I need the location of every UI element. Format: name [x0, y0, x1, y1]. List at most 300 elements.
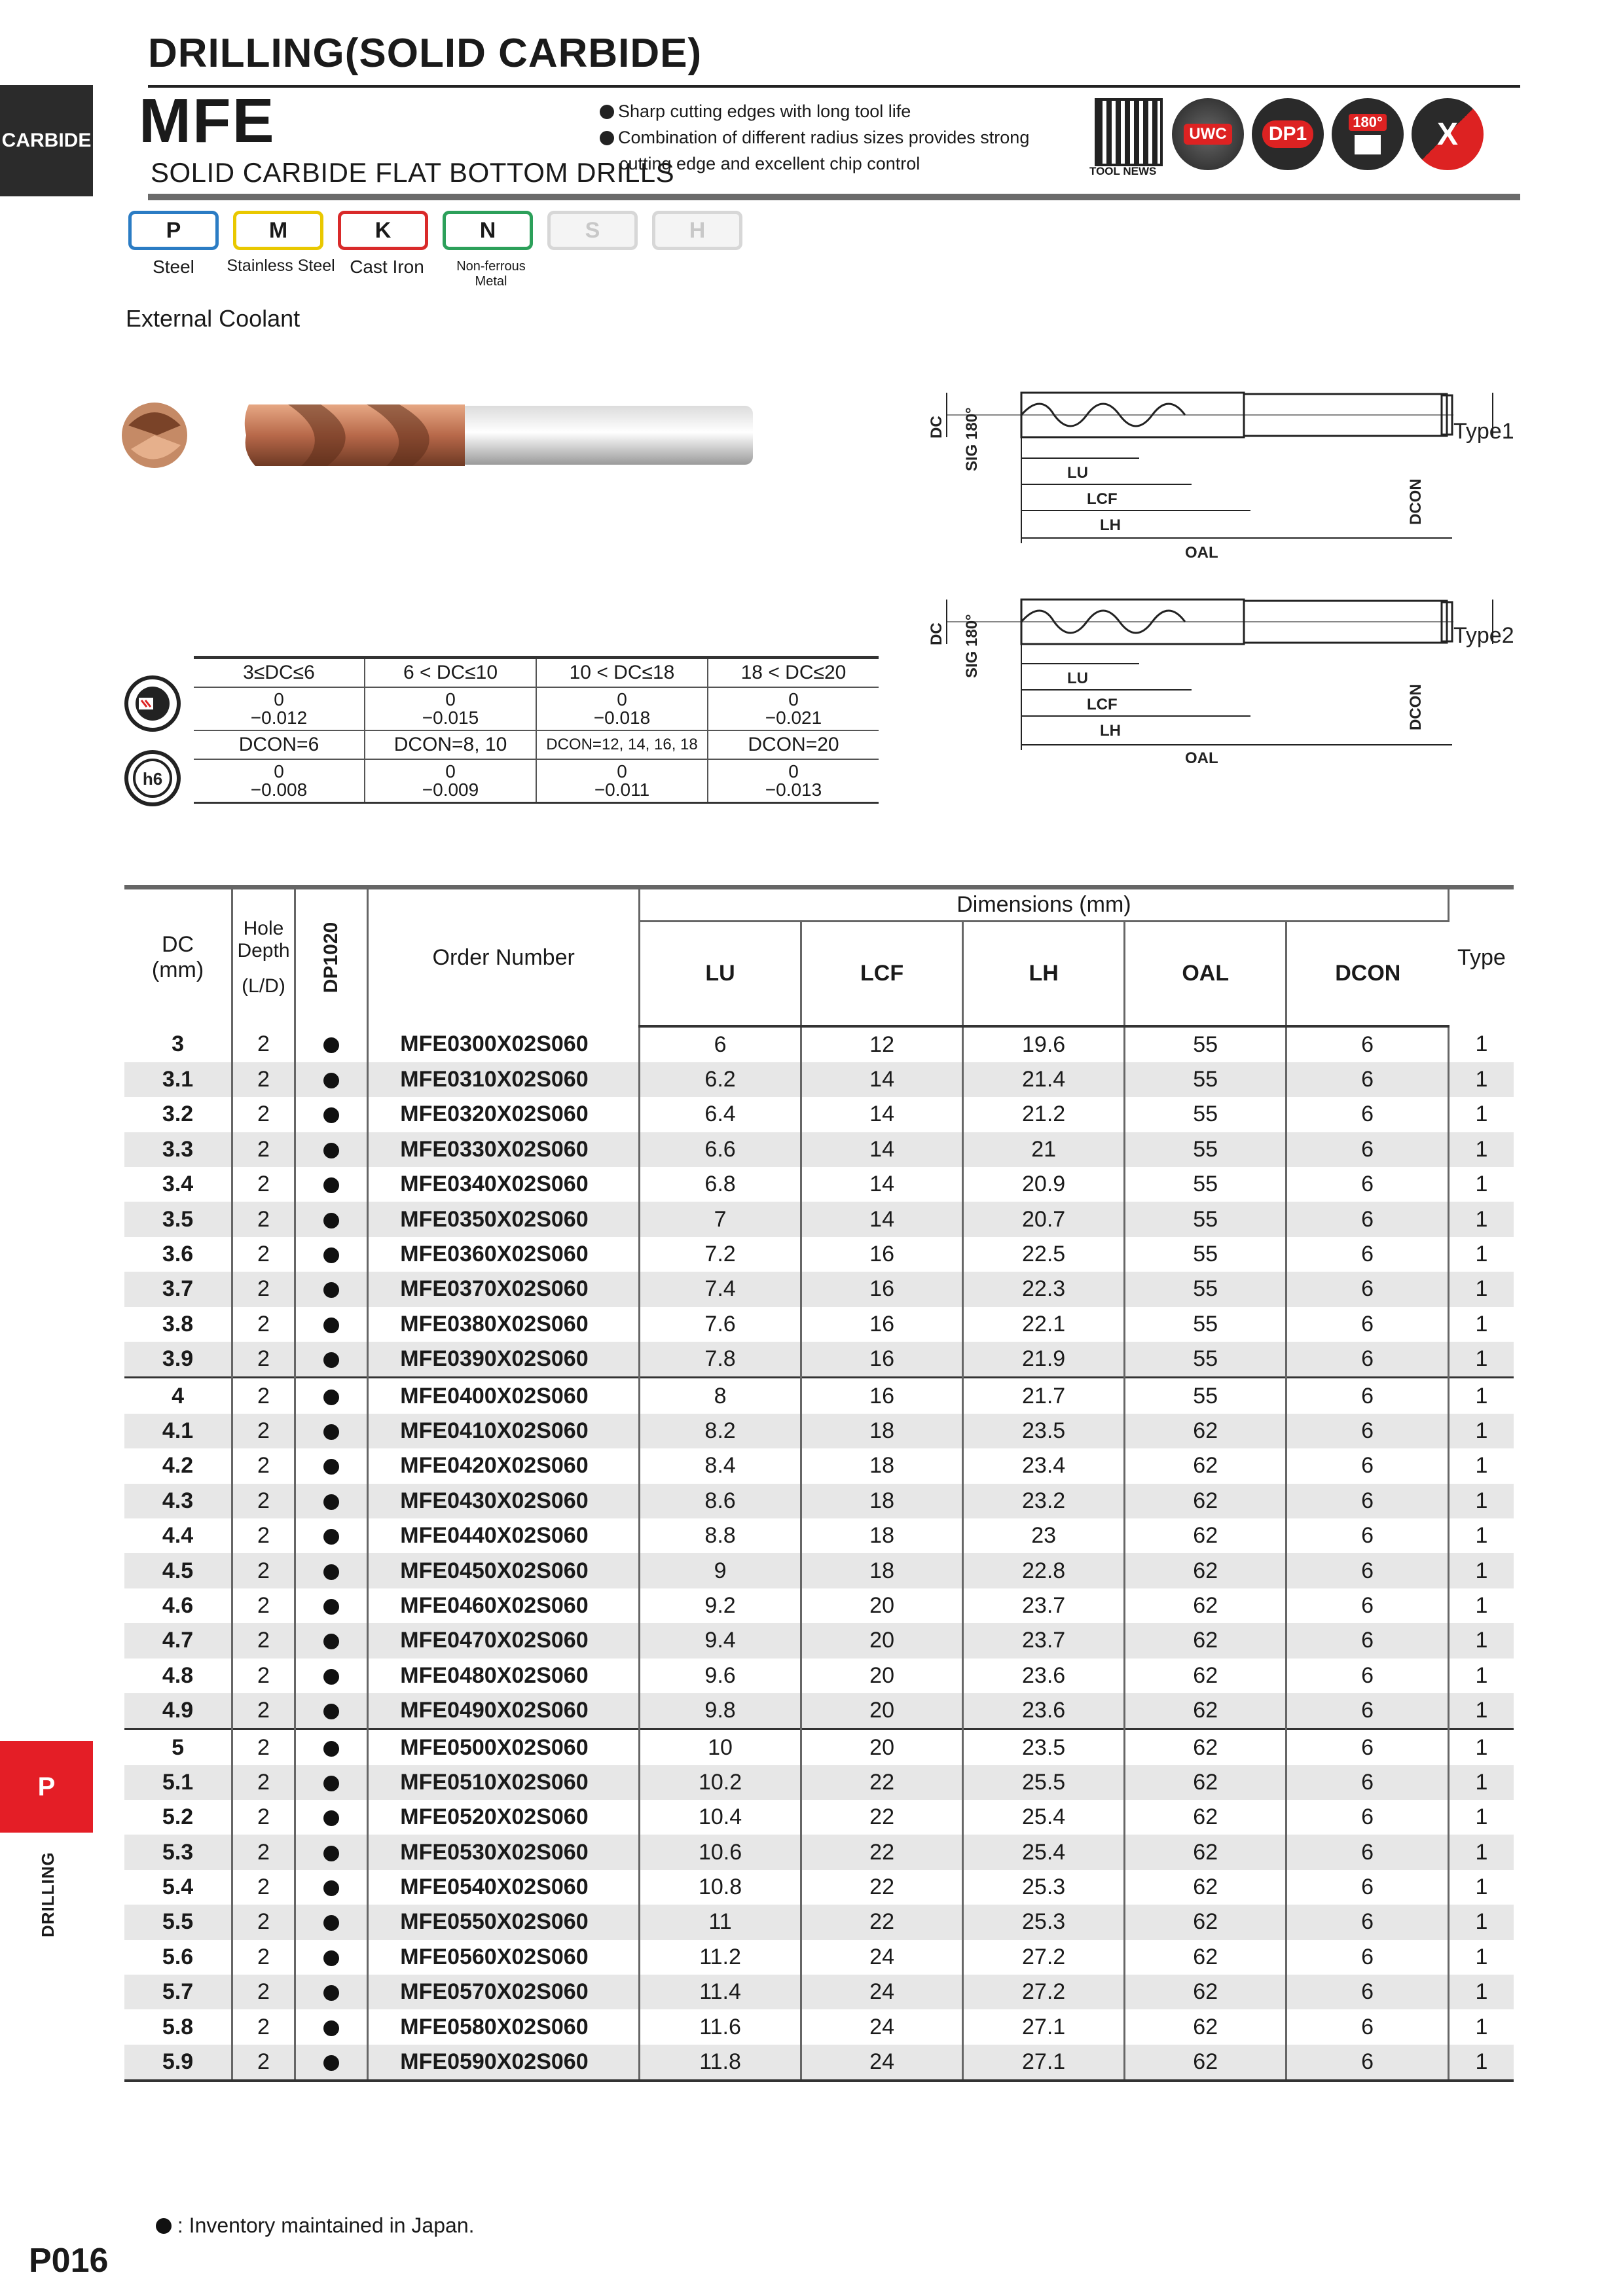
- cell-dcon: 6: [1286, 1378, 1449, 1414]
- cell-dcon: 6: [1286, 1835, 1449, 1869]
- cell-dc: 4.2: [124, 1448, 232, 1483]
- cell-type: 1: [1475, 1311, 1488, 1336]
- cell-dc: 5.8: [124, 2009, 232, 2044]
- cell-oal: 62: [1125, 1765, 1286, 1800]
- col-header-type: Type: [1448, 888, 1514, 1026]
- cell-dc: 4.3: [124, 1484, 232, 1518]
- in-stock-dot-icon: [323, 1107, 339, 1123]
- cell-lu: 8.4: [640, 1448, 801, 1483]
- cell-oal: 62: [1125, 1729, 1286, 1765]
- cell-dc: 5.4: [124, 1870, 232, 1905]
- cell-ld: 2: [232, 1729, 295, 1765]
- dc-range-cell: 10 < DC≤18: [536, 658, 708, 688]
- cell-order: MFE0400X02S060: [368, 1378, 640, 1414]
- cell-lh: 27.1: [963, 2009, 1125, 2044]
- dim-lh-label: LH: [1100, 516, 1121, 534]
- cell-oal: 62: [1125, 1693, 1286, 1729]
- cell-lu: 8.8: [640, 1518, 801, 1553]
- cell-lh: 23.6: [963, 1659, 1125, 1693]
- stock-cell: [295, 1518, 367, 1553]
- cell-ld: 2: [232, 1237, 295, 1272]
- cell-type: 1: [1448, 1905, 1514, 1939]
- cell-oal: 62: [1125, 1623, 1286, 1658]
- stock-cell: [295, 1940, 367, 1975]
- cell-type: 1: [1475, 1592, 1488, 1618]
- table-row: [124, 1237, 1514, 1272]
- cell-dcon: 6: [1286, 1659, 1449, 1693]
- cell-lcf: 20: [801, 1588, 963, 1623]
- table-row: [124, 1307, 1514, 1342]
- side-tab-p: P: [0, 1741, 93, 1833]
- cell-lu: 8: [640, 1378, 801, 1414]
- point-angle-180-icon: 180°: [1332, 98, 1404, 170]
- cell-type: 1: [1475, 1102, 1488, 1127]
- cell-dc: 4.7: [124, 1623, 232, 1658]
- cell-lcf: 16: [801, 1307, 963, 1342]
- cell-lu: 9.8: [640, 1693, 801, 1729]
- cell-oal: 55: [1125, 1026, 1286, 1062]
- in-stock-dot-icon: [323, 2055, 339, 2071]
- table-row: [124, 1062, 1514, 1097]
- table-row: [124, 1975, 1514, 2009]
- in-stock-dot-icon: [323, 1880, 339, 1896]
- cell-lcf: 22: [801, 1765, 963, 1800]
- cell-order: MFE0460X02S060: [368, 1588, 640, 1623]
- cell-dc: 5.3: [124, 1835, 232, 1869]
- cell-lu: 10.8: [640, 1870, 801, 1905]
- type2-drawing: [928, 600, 1493, 767]
- cell-type: 1: [1448, 1202, 1514, 1236]
- cell-dc: 3.9: [124, 1342, 232, 1378]
- table-row: [124, 1378, 1514, 1414]
- tolerance-cell: 0 −0.012: [194, 687, 365, 730]
- in-stock-dot-icon: [323, 1073, 339, 1088]
- cell-lu: 11.2: [640, 1940, 801, 1975]
- in-stock-dot-icon: [323, 1776, 339, 1791]
- cross-coolant-icon: X: [1412, 98, 1484, 170]
- cell-lh: 23: [963, 1518, 1125, 1553]
- dim-dcon-label: DCON: [1407, 478, 1425, 525]
- cell-dcon: 6: [1286, 1518, 1449, 1553]
- cell-dcon: 6: [1286, 1062, 1449, 1097]
- stock-cell: [295, 1553, 367, 1588]
- cell-order: MFE0430X02S060: [368, 1484, 640, 1518]
- cell-dcon: 6: [1286, 1623, 1449, 1658]
- dc-range-header-row: [194, 658, 879, 688]
- cell-lcf: 14: [801, 1097, 963, 1132]
- feature-list: [600, 98, 1029, 177]
- cell-lcf: 18: [801, 1414, 963, 1448]
- stock-cell: [295, 1167, 367, 1202]
- cell-ld: 2: [232, 1202, 295, 1236]
- title-rule: [148, 85, 1520, 88]
- cell-order: MFE0450X02S060: [368, 1553, 640, 1588]
- cell-dc: 3: [124, 1026, 232, 1062]
- cell-order: MFE0390X02S060: [368, 1342, 640, 1378]
- tolerance-cell: 0 −0.011: [536, 759, 708, 803]
- tolerance-cell: 0 −0.018: [536, 687, 708, 730]
- in-stock-dot-icon: [323, 1247, 339, 1263]
- cell-dcon: 6: [1286, 1588, 1449, 1623]
- cell-oal: 55: [1125, 1097, 1286, 1132]
- cell-dcon: 6: [1286, 1729, 1449, 1765]
- in-stock-dot-icon: [323, 1143, 339, 1158]
- cell-lh: 27.1: [963, 2045, 1125, 2081]
- in-stock-dot-icon: [323, 1037, 339, 1053]
- cell-dcon: 6: [1286, 1940, 1449, 1975]
- cell-lcf: 12: [801, 1026, 963, 1062]
- cell-order: MFE0570X02S060: [368, 1975, 640, 2009]
- cell-lu: 9: [640, 1553, 801, 1588]
- stock-cell: [295, 1588, 367, 1623]
- material-label-stainless: Stainless Steel: [227, 257, 335, 275]
- cell-type: 1: [1448, 1975, 1514, 2009]
- footnote: : Inventory maintained in Japan.: [156, 2214, 475, 2238]
- cell-lh: 21.2: [963, 1097, 1125, 1132]
- table-row: [124, 1167, 1514, 1202]
- stock-cell: [295, 1484, 367, 1518]
- tolerance-cell: 0 −0.008: [194, 759, 365, 803]
- cell-lcf: 22: [801, 1800, 963, 1835]
- cell-dc: 3.5: [124, 1202, 232, 1236]
- table-row: [124, 2045, 1514, 2081]
- cell-lh: 27.2: [963, 1975, 1125, 2009]
- cell-dcon: 6: [1286, 1693, 1449, 1729]
- dim-lcf-label: LCF: [1087, 696, 1118, 713]
- cell-ld: 2: [232, 1026, 295, 1062]
- cell-dc: 3.7: [124, 1272, 232, 1306]
- table-row: [124, 1342, 1514, 1378]
- cell-oal: 55: [1125, 1342, 1286, 1378]
- cell-dcon: 6: [1286, 1307, 1449, 1342]
- cell-ld: 2: [232, 1518, 295, 1553]
- cell-ld: 2: [232, 1167, 295, 1202]
- cell-type: 1: [1448, 1693, 1514, 1729]
- dim-sig-label: SIG 180°: [963, 614, 981, 678]
- cell-lh: 20.9: [963, 1167, 1125, 1202]
- cell-dcon: 6: [1286, 2045, 1449, 2081]
- stock-cell: [295, 1659, 367, 1693]
- cell-lh: 23.7: [963, 1623, 1125, 1658]
- cell-dcon: 6: [1286, 1342, 1449, 1378]
- cell-lh: 22.5: [963, 1237, 1125, 1272]
- cell-oal: 62: [1125, 1518, 1286, 1553]
- table-row: [124, 1202, 1514, 1236]
- cell-order: MFE0490X02S060: [368, 1693, 640, 1729]
- col-header-hole-depth: Hole Depth (L/D): [232, 888, 295, 1026]
- cell-ld: 2: [232, 1800, 295, 1835]
- col-header-lu: LU: [640, 922, 801, 1026]
- cell-lu: 6.8: [640, 1167, 801, 1202]
- dc-range-cell: 6 < DC≤10: [365, 658, 536, 688]
- table-row: [124, 1800, 1514, 1835]
- cell-order: MFE0500X02S060: [368, 1729, 640, 1765]
- cell-lh: 23.7: [963, 1588, 1125, 1623]
- cell-lcf: 14: [801, 1062, 963, 1097]
- dim-sig-label: SIG 180°: [963, 407, 981, 471]
- feature-item: Combination of different radius sizes provides strong: [600, 124, 1029, 151]
- table-row: [124, 1272, 1514, 1306]
- cell-lh: 22.1: [963, 1307, 1125, 1342]
- svg-text:h6: h6: [142, 769, 163, 789]
- cell-ld: 2: [232, 1835, 295, 1869]
- cell-lu: 6.2: [640, 1062, 801, 1097]
- cell-lh: 23.5: [963, 1729, 1125, 1765]
- cell-ld: 2: [232, 1659, 295, 1693]
- cell-type: 1: [1448, 1342, 1514, 1378]
- col-header-dimensions: Dimensions (mm): [640, 888, 1449, 922]
- in-stock-dot-icon: [323, 1704, 339, 1719]
- cell-lu: 6.6: [640, 1132, 801, 1167]
- table-row: [124, 1553, 1514, 1588]
- cell-ld: 2: [232, 1870, 295, 1905]
- dcon-cell: DCON=8, 10: [365, 730, 536, 759]
- cell-lu: 8.2: [640, 1414, 801, 1448]
- in-stock-dot-icon: [323, 1669, 339, 1685]
- cell-dc: 4.9: [124, 1693, 232, 1729]
- dim-dc-label: DC: [928, 622, 945, 645]
- dcon-cell: DCON=20: [708, 730, 879, 759]
- cell-lh: 21.7: [963, 1378, 1125, 1414]
- cell-lcf: 24: [801, 2009, 963, 2044]
- cell-type: 1: [1475, 1031, 1488, 1056]
- cell-lu: 7.4: [640, 1272, 801, 1306]
- uwc-logo-icon: UWC: [1172, 98, 1244, 170]
- cell-lu: 11.6: [640, 2009, 801, 2044]
- cell-dc: 4.6: [124, 1588, 232, 1623]
- drill-photo: [118, 386, 766, 484]
- cell-order: MFE0520X02S060: [368, 1800, 640, 1835]
- col-header-dcon: DCON: [1286, 922, 1449, 1026]
- cell-lcf: 20: [801, 1659, 963, 1693]
- cell-ld: 2: [232, 1307, 295, 1342]
- cell-lh: 22.3: [963, 1272, 1125, 1306]
- cell-lh: 25.3: [963, 1870, 1125, 1905]
- cell-type: 1: [1448, 2045, 1514, 2081]
- cell-dc: 4: [124, 1378, 232, 1414]
- cell-dc: 5.2: [124, 1800, 232, 1835]
- cell-lcf: 14: [801, 1132, 963, 1167]
- cell-ld: 2: [232, 1062, 295, 1097]
- cell-dc: 5.6: [124, 1940, 232, 1975]
- cell-type: 1: [1448, 1132, 1514, 1167]
- material-label-steel: Steel: [153, 257, 194, 277]
- in-stock-dot-icon: [323, 1424, 339, 1440]
- cell-type: 1: [1448, 1484, 1514, 1518]
- cell-dcon: 6: [1286, 1765, 1449, 1800]
- stock-cell: [295, 1132, 367, 1167]
- cell-oal: 62: [1125, 2045, 1286, 2081]
- model-name: MFE: [139, 86, 276, 156]
- cell-oal: 55: [1125, 1167, 1286, 1202]
- cell-lcf: 22: [801, 1835, 963, 1869]
- cell-ld: 2: [232, 1414, 295, 1448]
- cell-dc: 5.5: [124, 1905, 232, 1939]
- stock-cell: [295, 1026, 367, 1062]
- in-stock-dot-icon: [323, 1634, 339, 1649]
- tolerance-cell: 0 −0.009: [365, 759, 536, 803]
- cell-order: MFE0510X02S060: [368, 1765, 640, 1800]
- page-number: P016: [29, 2242, 109, 2280]
- in-stock-dot-icon: [323, 1564, 339, 1580]
- cell-ld: 2: [232, 1693, 295, 1729]
- cell-type: 1: [1475, 1662, 1488, 1688]
- cell-oal: 55: [1125, 1202, 1286, 1236]
- cell-order: MFE0360X02S060: [368, 1237, 640, 1272]
- cell-oal: 55: [1125, 1237, 1286, 1272]
- in-stock-dot-icon: [323, 1213, 339, 1229]
- stock-cell: [295, 1378, 367, 1414]
- material-p-badge: P: [128, 211, 219, 250]
- in-stock-dot-icon: [323, 1985, 339, 2001]
- cell-ld: 2: [232, 1132, 295, 1167]
- cell-lh: 23.6: [963, 1693, 1125, 1729]
- cell-type: 1: [1448, 1272, 1514, 1306]
- cell-lh: 25.4: [963, 1835, 1125, 1869]
- cell-lu: 10.6: [640, 1835, 801, 1869]
- table-row: [124, 1026, 1514, 1062]
- table-row: [124, 1414, 1514, 1448]
- dim-oal-label: OAL: [1185, 749, 1218, 767]
- cell-dcon: 6: [1286, 1484, 1449, 1518]
- dc-range-cell: 18 < DC≤20: [708, 658, 879, 688]
- dcon-header-row: [194, 730, 879, 759]
- dcon-tolerance-row: [194, 759, 879, 803]
- col-header-order-number: Order Number: [368, 888, 640, 1026]
- cell-oal: 62: [1125, 1800, 1286, 1835]
- stock-cell: [295, 1307, 367, 1342]
- section-title: DRILLING(SOLID CARBIDE): [148, 31, 702, 76]
- dp1-logo-icon: DP1: [1252, 98, 1324, 170]
- stock-cell: [295, 1414, 367, 1448]
- cell-dc: 3.2: [124, 1097, 232, 1132]
- cell-lu: 10.2: [640, 1765, 801, 1800]
- dim-dc-label: DC: [928, 416, 945, 439]
- dim-dcon-label: DCON: [1407, 684, 1425, 730]
- cell-lu: 9.6: [640, 1659, 801, 1693]
- table-row: [124, 1484, 1514, 1518]
- cell-ld: 2: [232, 1484, 295, 1518]
- material-n-badge: N: [443, 211, 533, 250]
- bullet-icon: [600, 131, 614, 145]
- cell-order: MFE0550X02S060: [368, 1905, 640, 1939]
- cell-order: MFE0410X02S060: [368, 1414, 640, 1448]
- cell-dcon: 6: [1286, 1870, 1449, 1905]
- cell-ld: 2: [232, 1448, 295, 1483]
- cell-order: MFE0470X02S060: [368, 1623, 640, 1658]
- cell-oal: 62: [1125, 2009, 1286, 2044]
- cell-order: MFE0330X02S060: [368, 1132, 640, 1167]
- qr-code-icon[interactable]: [1095, 98, 1163, 166]
- cell-type: 1: [1448, 1623, 1514, 1658]
- material-h-badge: H: [652, 211, 742, 250]
- cell-order: MFE0380X02S060: [368, 1307, 640, 1342]
- cell-oal: 62: [1125, 1414, 1286, 1448]
- in-stock-dot-icon: [323, 1846, 339, 1861]
- table-row: [124, 1518, 1514, 1553]
- stock-cell: [295, 1202, 367, 1236]
- cell-type: 1: [1448, 1553, 1514, 1588]
- dim-lu-label: LU: [1067, 670, 1088, 687]
- cell-type: 1: [1475, 2014, 1488, 2039]
- h6-shank-icon: [123, 749, 182, 808]
- cell-lh: 25.3: [963, 1905, 1125, 1939]
- col-header-dc: DC (mm): [124, 888, 232, 1026]
- cell-lcf: 14: [801, 1167, 963, 1202]
- cell-lh: 21.4: [963, 1062, 1125, 1097]
- cell-lu: 11.8: [640, 2045, 801, 2081]
- cell-oal: 62: [1125, 1975, 1286, 2009]
- cell-lcf: 18: [801, 1484, 963, 1518]
- cell-type: 1: [1448, 1062, 1514, 1097]
- cell-dcon: 6: [1286, 1272, 1449, 1306]
- cell-lcf: 16: [801, 1272, 963, 1306]
- cell-type: 1: [1475, 1804, 1488, 1830]
- cell-type: 1: [1475, 1944, 1488, 1969]
- stock-cell: [295, 1272, 367, 1306]
- table-row: [124, 1729, 1514, 1765]
- cell-lcf: 20: [801, 1693, 963, 1729]
- cell-lu: 11.4: [640, 1975, 801, 2009]
- material-s-badge: S: [547, 211, 638, 250]
- dimension-diagram: [903, 367, 1532, 772]
- col-header-grade: DP1020: [295, 888, 367, 1026]
- stock-cell: [295, 1835, 367, 1869]
- cell-lu: 6.4: [640, 1097, 801, 1132]
- cell-oal: 62: [1125, 1659, 1286, 1693]
- type1-label: Type1: [1453, 419, 1514, 444]
- col-header-oal: OAL: [1125, 922, 1286, 1026]
- in-stock-dot-icon: [323, 1529, 339, 1545]
- cell-dc: 5.1: [124, 1765, 232, 1800]
- cell-lh: 21.9: [963, 1342, 1125, 1378]
- cell-lu: 11: [640, 1905, 801, 1939]
- cell-oal: 62: [1125, 1484, 1286, 1518]
- cell-ld: 2: [232, 1553, 295, 1588]
- cell-lcf: 18: [801, 1448, 963, 1483]
- stock-cell: [295, 2009, 367, 2044]
- cell-lh: 20.7: [963, 1202, 1125, 1236]
- cell-order: MFE0340X02S060: [368, 1167, 640, 1202]
- tolerance-table: [194, 656, 879, 804]
- cell-lu: 9.2: [640, 1588, 801, 1623]
- cell-lcf: 16: [801, 1378, 963, 1414]
- table-row: [124, 1659, 1514, 1693]
- cell-dc: 3.3: [124, 1132, 232, 1167]
- cell-order: MFE0560X02S060: [368, 1940, 640, 1975]
- cell-lh: 25.4: [963, 1800, 1125, 1835]
- cell-lh: 27.2: [963, 1940, 1125, 1975]
- material-label-cast-iron: Cast Iron: [350, 257, 424, 277]
- cell-oal: 62: [1125, 1448, 1286, 1483]
- cell-dcon: 6: [1286, 1975, 1449, 2009]
- side-tab-carbide: CARBIDE: [0, 85, 93, 196]
- stock-cell: [295, 1729, 367, 1765]
- product-table: [124, 885, 1514, 2082]
- cell-order: MFE0540X02S060: [368, 1870, 640, 1905]
- cell-type: 1: [1475, 1242, 1488, 1267]
- cell-lcf: 16: [801, 1237, 963, 1272]
- cell-type: 1: [1448, 1835, 1514, 1869]
- col-header-lh: LH: [963, 922, 1125, 1026]
- col-header-lcf: LCF: [801, 922, 963, 1026]
- cell-dcon: 6: [1286, 1167, 1449, 1202]
- cell-order: MFE0590X02S060: [368, 2045, 640, 2081]
- cell-lu: 7: [640, 1202, 801, 1236]
- cell-type: 1: [1448, 1729, 1514, 1765]
- cell-ld: 2: [232, 1623, 295, 1658]
- material-k-badge: K: [338, 211, 428, 250]
